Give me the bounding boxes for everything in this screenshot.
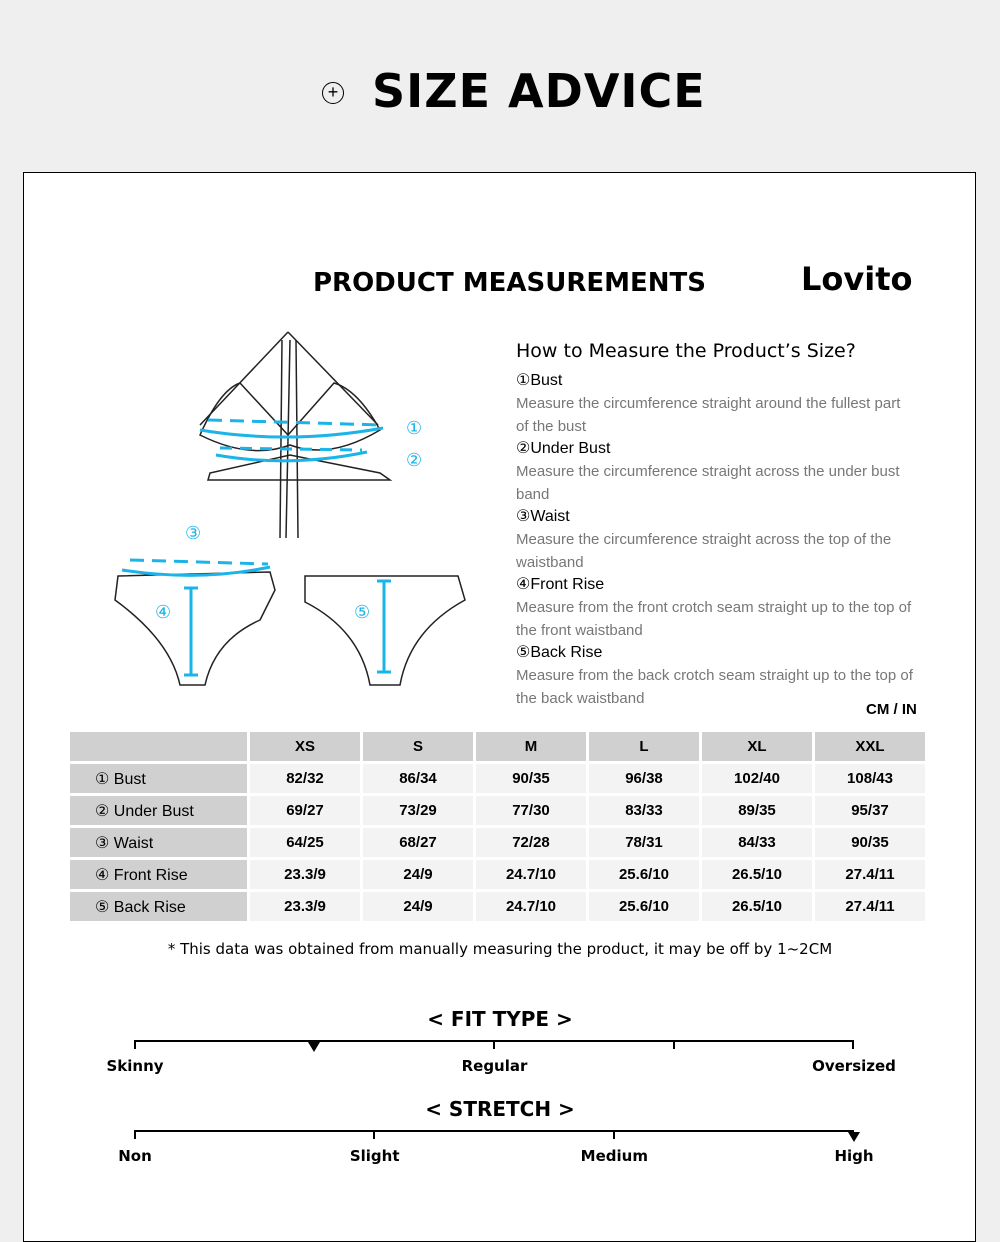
step-desc: Measure the circumference straight across the top of the waistband (516, 531, 892, 571)
table-cell: 102/40 (702, 764, 812, 793)
scale-tick (134, 1040, 136, 1049)
header-size: S (363, 732, 473, 761)
step-title: ②Under Bust (516, 440, 611, 457)
table-cell: 24/9 (363, 892, 473, 921)
step-title: ④Front Rise (516, 576, 605, 593)
step-desc: Measure the circumference straight across the under bust band (516, 463, 900, 503)
table-header-row (70, 732, 928, 761)
table-cell: 73/29 (363, 796, 473, 825)
scale-label: Regular (461, 1057, 528, 1075)
step-title: ③Waist (516, 508, 570, 525)
table-row (70, 892, 928, 921)
table-cell: 23.3/9 (250, 892, 360, 921)
step-back-rise (516, 642, 916, 710)
scale-label: Slight (349, 1147, 400, 1165)
table-cell: 69/27 (250, 796, 360, 825)
brand-logo: Lovito (801, 260, 913, 298)
table-cell: 90/35 (815, 828, 925, 857)
table-cell: 95/37 (815, 796, 925, 825)
scale-tick (493, 1040, 495, 1049)
table-cell: 89/35 (702, 796, 812, 825)
scale-tick (134, 1130, 136, 1139)
table-cell: 77/30 (476, 796, 586, 825)
scale-label: High (834, 1147, 874, 1165)
row-label: ④ Front Rise (70, 860, 247, 889)
header-size: XL (702, 732, 812, 761)
svg-text:③: ③ (185, 523, 202, 544)
disclaimer-note: * This data was obtained from manually measuring the product, it may be off by 1~2CM (167, 940, 833, 958)
table-cell: 82/32 (250, 764, 360, 793)
table-cell: 24.7/10 (476, 860, 586, 889)
table-cell: 25.6/10 (589, 860, 699, 889)
table-cell: 23.3/9 (250, 860, 360, 889)
table-cell: 90/35 (476, 764, 586, 793)
svg-text:⑤: ⑤ (354, 602, 371, 623)
page-title: SIZE ADVICE (372, 64, 706, 118)
row-label: ③ Waist (70, 828, 247, 857)
section-title: PRODUCT MEASUREMENTS (313, 268, 706, 298)
table-cell: 27.4/11 (815, 860, 925, 889)
table-row (70, 764, 928, 793)
scale-label: Skinny (106, 1057, 164, 1075)
table-row (70, 796, 928, 825)
scale-tick (613, 1130, 615, 1139)
step-desc: Measure from the front crotch seam straight up to the top of the front waistband (516, 599, 912, 639)
step-waist (516, 506, 916, 574)
step-under-bust (516, 438, 916, 506)
fit-type-title: < FIT TYPE > (427, 1007, 573, 1031)
svg-text:④: ④ (155, 602, 172, 623)
svg-text:②: ② (406, 450, 423, 471)
header-size: M (476, 732, 586, 761)
size-table (70, 732, 928, 924)
measurement-diagram (100, 320, 480, 700)
table-row (70, 828, 928, 857)
row-label: ⑤ Back Rise (70, 892, 247, 921)
step-bust (516, 370, 916, 438)
table-row (70, 860, 928, 889)
table-cell: 78/31 (589, 828, 699, 857)
scale-line (134, 1130, 854, 1132)
how-to-measure (516, 340, 916, 710)
table-cell: 24.7/10 (476, 892, 586, 921)
unit-label: CM / IN (866, 701, 917, 718)
scale-label: Non (118, 1147, 152, 1165)
scale-label: Medium (580, 1147, 648, 1165)
scale-marker (848, 1132, 860, 1142)
table-cell: 27.4/11 (815, 892, 925, 921)
scale-tick (673, 1040, 675, 1049)
table-cell: 64/25 (250, 828, 360, 857)
table-cell: 84/33 (702, 828, 812, 857)
header-size: L (589, 732, 699, 761)
stretch-title: < STRETCH > (425, 1097, 575, 1121)
step-title: ①Bust (516, 372, 563, 389)
step-title: ⑤Back Rise (516, 644, 603, 661)
table-cell: 72/28 (476, 828, 586, 857)
table-cell: 24/9 (363, 860, 473, 889)
row-label: ① Bust (70, 764, 247, 793)
header-size: XS (250, 732, 360, 761)
step-desc: Measure the circumference straight around the fullest part of the bust (516, 395, 901, 435)
plus-circle-icon: + (322, 82, 344, 104)
step-desc: Measure from the back crotch seam straight up to the top of the back waistband (516, 667, 913, 707)
table-cell: 68/27 (363, 828, 473, 857)
svg-text:①: ① (406, 418, 423, 439)
table-cell: 108/43 (815, 764, 925, 793)
table-cell: 25.6/10 (589, 892, 699, 921)
header-size: XXL (815, 732, 925, 761)
table-cell: 83/33 (589, 796, 699, 825)
table-cell: 96/38 (589, 764, 699, 793)
table-cell: 26.5/10 (702, 860, 812, 889)
scale-label: Oversized (812, 1057, 896, 1075)
row-label: ② Under Bust (70, 796, 247, 825)
scale-marker (308, 1042, 320, 1052)
header-blank (70, 732, 247, 761)
table-cell: 86/34 (363, 764, 473, 793)
howto-title: How to Measure the Product’s Size? (516, 340, 856, 362)
step-front-rise (516, 574, 916, 642)
table-cell: 26.5/10 (702, 892, 812, 921)
scale-tick (373, 1130, 375, 1139)
scale-tick (852, 1040, 854, 1049)
